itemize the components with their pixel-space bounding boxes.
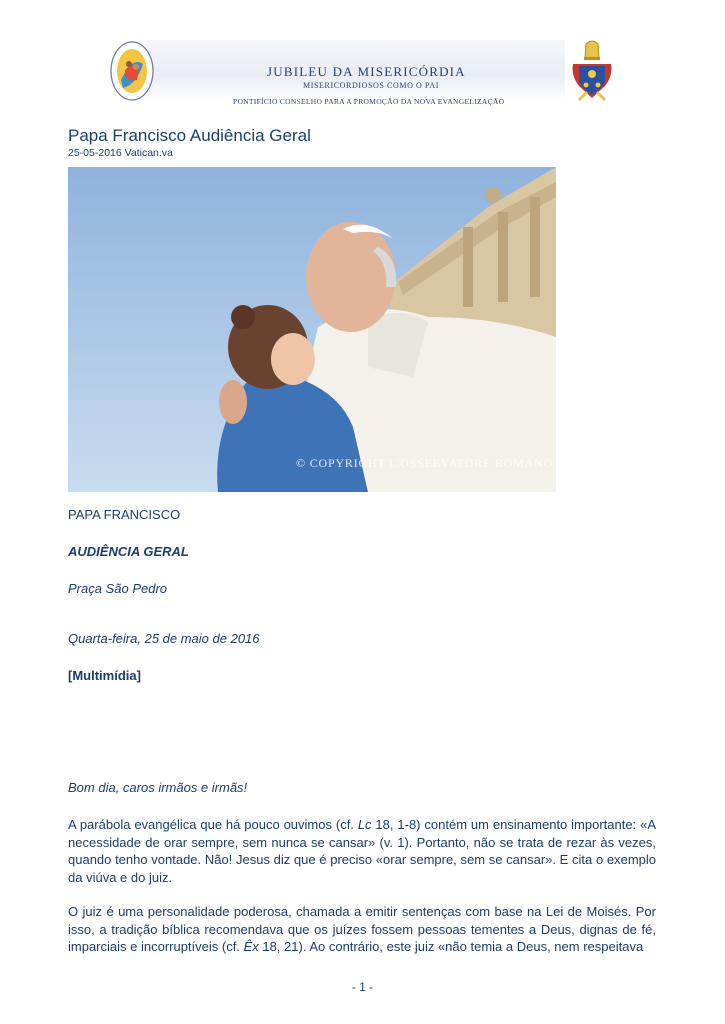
paragraph-2-ref: Êx xyxy=(243,939,259,954)
banner-subtitle: MISERICORDIOSOS COMO O PAI xyxy=(303,81,439,90)
jubilee-logo-icon xyxy=(109,40,155,102)
paragraph-1-part-a: A parábola evangélica que há pouco ouvimos (cf. xyxy=(68,817,358,832)
banner-title: JUBILEU DA MISERICÓRDIA xyxy=(267,64,466,79)
banner-council: PONTIFÍCIO CONSELHO PARA A PROMOÇÃO DA NOVA EVANGELIZAÇÃO xyxy=(233,97,505,106)
paragraph-1-ref: Lc xyxy=(357,817,372,832)
papal-coat-of-arms-icon xyxy=(569,40,615,106)
date-source: 25-05-2016 Vatican.va xyxy=(68,147,173,159)
paragraph-2 xyxy=(68,903,656,956)
event-title: AUDIÊNCIA GERAL xyxy=(68,544,189,559)
paragraph-1 xyxy=(68,816,656,886)
multimedia-link[interactable]: [Multimídia] xyxy=(68,668,141,683)
paragraph-1-part-c: 18, 1-8) contém um ensinamento importante: «A necessidade de orar sempre, sem nunca se cansar» (v. 1). Portanto, não se trata de rezar às vezes, quando tenho vontade. Não! Jesus diz que é preciso «orar sempre, sem se cansar». E cita o exemplo da viúva e do juiz. xyxy=(68,817,656,885)
photo-copyright: © COPYRIGHT L'OSSERVATORE ROMANO xyxy=(296,456,553,470)
paragraph-2-part-a: O juiz é uma personalidade poderosa, chamada a emitir sentenças com base na Lei de Moisés. Por isso, a tradição bíblica recomendava que os juízes fossem pessoas tementes a Deus, dignas de fé, imparciais e incorruptíveis (cf. xyxy=(68,904,656,954)
audience-photo xyxy=(68,167,556,492)
event-place: Praça São Pedro xyxy=(68,581,168,596)
header-banner xyxy=(105,36,620,112)
photo-illustration xyxy=(68,167,556,492)
paragraph-2-part-c: 18, 21). Ao contrário, este juiz «não temia a Deus, nem respeitava xyxy=(258,939,644,954)
greeting: Bom dia, caros irmãos e irmãs! xyxy=(68,780,248,795)
page-number: - 1 - xyxy=(351,980,374,994)
author: PAPA FRANCISCO xyxy=(68,507,181,522)
page-title: Papa Francisco Audiência Geral xyxy=(68,126,311,145)
event-date: Quarta-feira, 25 de maio de 2016 xyxy=(68,631,260,646)
